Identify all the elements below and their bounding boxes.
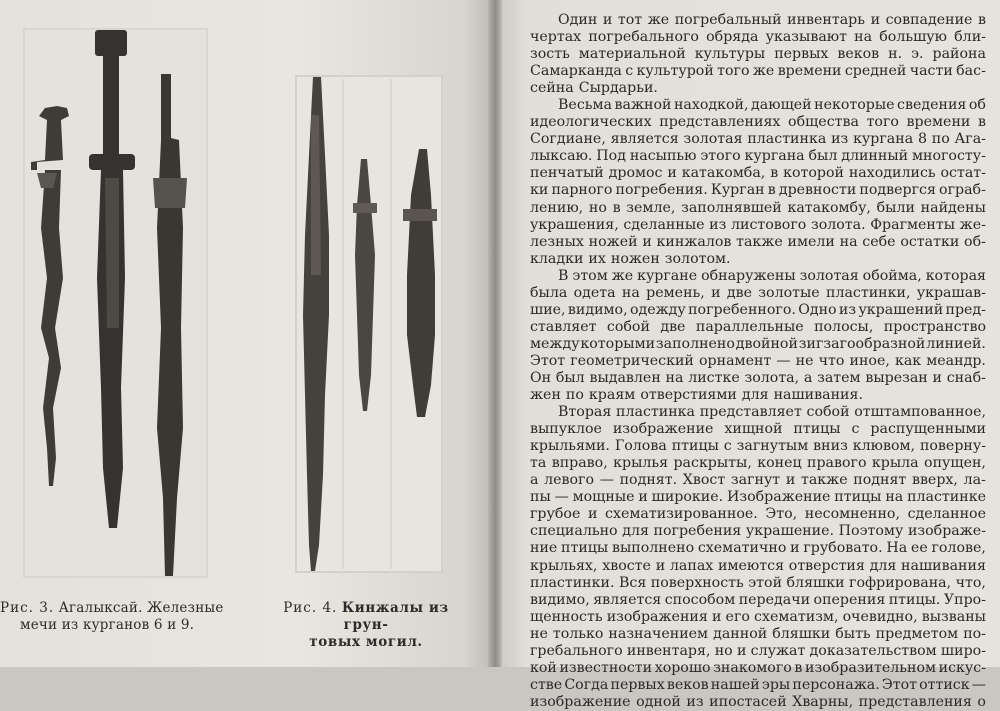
text-line: выпуклое изображение хищной птицы с распущенными [530, 421, 986, 438]
figure-4-daggers-image [295, 75, 443, 573]
text-line: та вправо, крылья раскрыты, конец правого крыла опущен, [530, 455, 986, 472]
figure-4-photo [295, 75, 443, 573]
figure-4-caption [276, 600, 456, 651]
text-line: стве Согда первых веков нашей эры персонажа. Этот оттиск — [530, 676, 986, 693]
text-line: кладки их ножен золотом. [530, 250, 731, 267]
figure-3-caption-line1 [0, 600, 228, 617]
text-line: видимо, является способом передачи оперения птицы. Упро- [530, 591, 986, 608]
text-line: между которыми заполнено двойной зигзагообразной линией. [530, 335, 986, 352]
text-line: крыльями. Голова птицы с загнутым вниз клювом, поверну- [530, 438, 986, 455]
text-line: пластинки. Вся поверхность этой бляшки гофрирована, что, [530, 574, 986, 591]
figure-4-number: Рис. 4. [283, 600, 338, 616]
figure-3-number: Рис. 3. [0, 600, 55, 616]
text-line: гребального инвентаря, но и служат доказательством широ- [530, 642, 986, 659]
text-line: жен по краям отверстиями для нашивания. [530, 387, 863, 404]
text-line: Согдиане, является золотая пластинка из кургана 8 по Ага- [530, 131, 986, 148]
text-line: щенность изображения и его схематизм, очевидно, вызваны [530, 608, 986, 625]
text-line: чертах погребального обряда указывают на большую бли- [530, 29, 986, 46]
body-text-column [530, 12, 986, 711]
text-line: пы — мощные и широкие. Изображение птицы на пластинке [530, 489, 986, 506]
text-line: изображение одной из ипостасей Хварны, представления о [530, 693, 986, 710]
text-line: ние птицы выполнено схематично и грубовато. На ее голове, [530, 540, 986, 557]
text-line: не только назначением данной бляшки быть предметом по- [530, 625, 986, 642]
text-line: ставляет собой две параллельные полосы, пространство [530, 318, 986, 335]
figure-3-caption [0, 600, 228, 634]
text-line: Один и тот же погребальный инвентарь и совпадение в [558, 12, 986, 28]
text-line: Этот геометрический орнамент — не что иное, как меандр. [530, 352, 986, 369]
text-line: пенчатый дромос и катакомба, в которой находились остат- [530, 165, 986, 182]
text-line: а левого — поднят. Хвост загнут и также поднят вверх, ла- [530, 472, 986, 489]
text-line: украшения, сделанные из листового золота. Фрагменты же- [530, 216, 986, 233]
figure-4-caption-text1: Кинжалы из грун- [341, 600, 449, 633]
figure-4-caption-line1 [276, 600, 456, 634]
text-line: Самарканда с культурой того же времени средней части бас- [530, 63, 986, 80]
figure-3-photo [23, 28, 208, 578]
text-line: лению, но в земле, заполнявшей катакомбу, были найдены [530, 199, 986, 216]
text-line: лезных ножей и кинжалов также имели на себе остатки об- [530, 233, 986, 250]
text-line: Он был выдавлен на листке золота, а затем вырезан и снаб- [530, 369, 986, 386]
text-line: зость материальной культуры первых веков н. э. района [530, 46, 986, 63]
text-line: идеологических представлениях общества того времени в [530, 114, 986, 131]
text-line: Весьма важной находкой, дающей некоторые сведения об [558, 97, 986, 114]
figure-3-caption-text1: Агалыксай. Железные [58, 600, 224, 616]
text-line: грубое и схематизированное. Это, несомненно, сделанное [530, 506, 986, 523]
text-line: В этом же кургане обнаружены золотая обойма, которая [558, 267, 986, 284]
left-page [0, 0, 494, 667]
text-line: лыксаю. Под насыпью этого кургана был длинный многосту- [530, 148, 986, 165]
figure-4-caption-text2: товых могил. [309, 634, 423, 650]
text-line: шие, видимо, одежду погребенного. Одно из украшений пред- [530, 301, 986, 318]
text-line: кой известности хорошо знакомого в изобразительном искус- [530, 659, 986, 676]
text-line: была одета на ремень, и две золотые пластинки, украшав- [530, 284, 986, 301]
figure-3-swords-image [23, 28, 208, 578]
text-line: ки парного погребения. Курган в древности подвергся ограб- [530, 182, 986, 199]
text-line: крыльях, хвосте и лапах имеются отверстия для нашивания [530, 557, 986, 574]
figure-3-caption-text2: мечи из курганов 6 и 9. [20, 617, 195, 633]
text-line: сейна Сырдарьи. [530, 80, 658, 97]
text-line: Вторая пластинка представляет собой отштампованное, [558, 404, 986, 421]
text-line: специально для погребения украшение. Поэтому изображе- [530, 523, 986, 540]
